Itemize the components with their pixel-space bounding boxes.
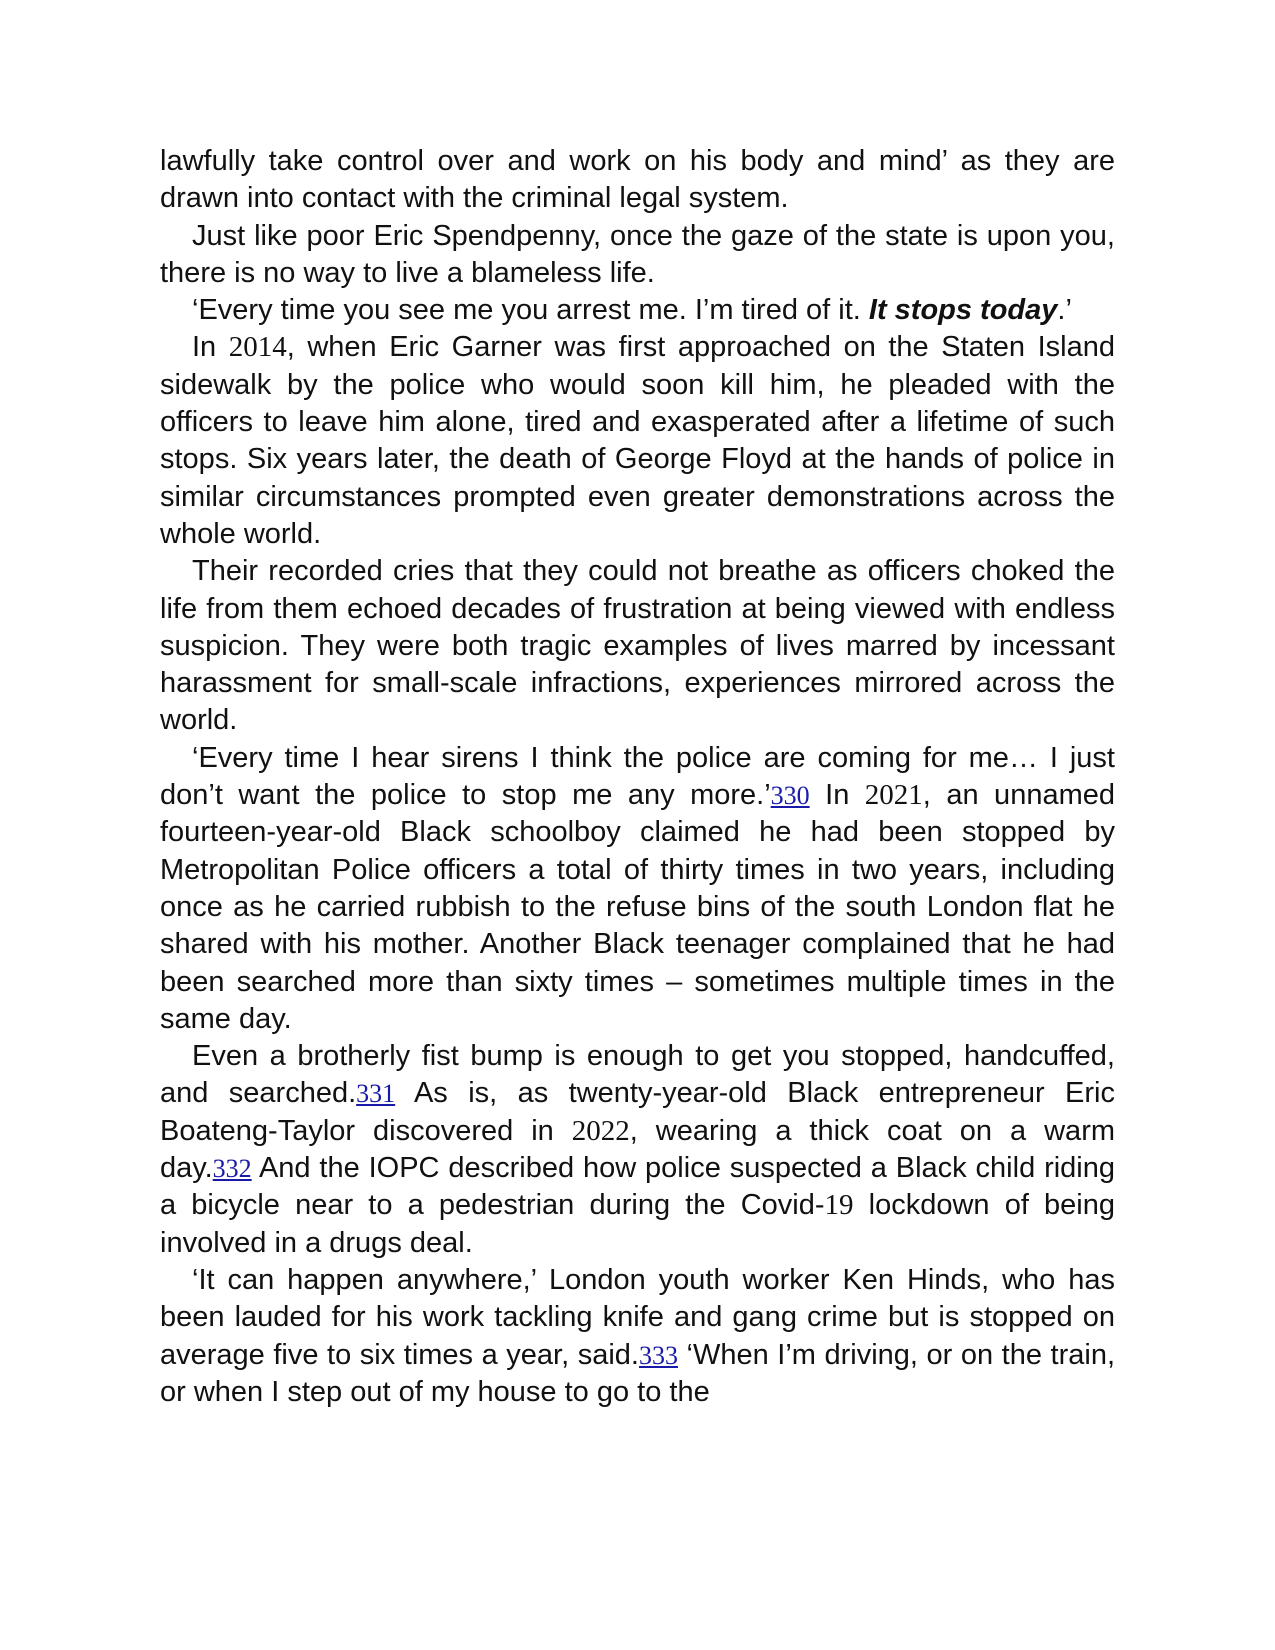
- year-number: 2021: [864, 779, 923, 812]
- paragraph-text: ‘It can happen anywhere,’ London youth worker Ken Hinds, who has been lauded for his work tackling knife and gang crime but is stopped on average five to six times a year, said.: [160, 1263, 1115, 1371]
- paragraph-text: ‘Every time I hear sirens I think the police are coming for me… I just don’t want the police to stop me any more.’: [160, 741, 1115, 812]
- paragraph-2: [160, 218, 1115, 293]
- paragraph-text: ‘Every time you see me you arrest me. I’m tired of it.: [192, 294, 869, 327]
- year-number: 2022: [571, 1114, 630, 1147]
- paragraph-text: In: [809, 779, 865, 812]
- paragraph-text: , when Eric Garner was first approached on the Staten Island sidewalk by the police who would soon kill him, he pleaded with the officers to leave him alone, tired and exasperated after a lifetime of such stops. Six years later, the death of George Floyd at the hands of police in similar circumstances prompted even greater demonstrations across the whole world.: [160, 331, 1115, 550]
- paragraph-text: And the IOPC described how police suspected a Black child riding a bicycle near to a pedestrian during the Covid-: [160, 1152, 1115, 1222]
- year-number: 2014: [228, 331, 287, 364]
- footnote-link-330[interactable]: 330: [770, 781, 810, 811]
- paragraph-text: ‘When I’m driving, or on the train, or when I step out of my house to go to the: [160, 1338, 1115, 1408]
- emphasized-quote: It stops today: [868, 294, 1058, 327]
- paragraph-text: Their recorded cries that they could not breathe as officers choked the life from them echoed decades of frustration at being viewed with endless suspicion. They were both tragic examples of lives marred by incessant harassment for small-scale infractions, experiences mirrored across the world.: [160, 555, 1115, 737]
- footnote-link-331[interactable]: 331: [356, 1079, 396, 1109]
- paragraph-text: .’: [1057, 294, 1072, 327]
- paragraph-4: [160, 329, 1115, 553]
- paragraph-text: , an unnamed fourteen-year-old Black schoolboy claimed he had been stopped by Metropolitan Police officers a total of thirty times in two years, including once as he carried rubbish to the refuse bins of the south London flat he shared with his mother. Another Black teenager complained that he had been searched more than sixty times – sometimes multiple times in the same day.: [160, 779, 1115, 1035]
- covid-number: 19: [824, 1189, 854, 1222]
- paragraph-1: [160, 143, 1115, 218]
- paragraph-6: [160, 740, 1115, 1038]
- paragraph-3: [160, 292, 1115, 329]
- paragraph-text: Just like poor Eric Spendpenny, once the gaze of the state is upon you, there is no way to live a blameless life.: [160, 219, 1115, 289]
- paragraph-8: [160, 1262, 1115, 1411]
- paragraph-text: In: [192, 331, 229, 364]
- footnote-link-333[interactable]: 333: [638, 1340, 678, 1370]
- footnote-link-332[interactable]: 332: [212, 1154, 252, 1184]
- paragraph-5: [160, 553, 1115, 739]
- paragraph-text: lockdown of being involved in a drugs deal.: [160, 1189, 1115, 1259]
- document-page: [160, 143, 1115, 1411]
- paragraph-text: , wearing a thick coat on a warm day.: [160, 1114, 1116, 1185]
- paragraph-text: lawfully take control over and work on his body and mind’ as they are drawn into contact with the criminal legal system.: [160, 145, 1115, 215]
- paragraph-7: [160, 1038, 1115, 1262]
- paragraph-text: As is, as twenty-year-old Black entrepreneur Eric Boateng-Taylor discovered in: [160, 1077, 1115, 1147]
- paragraph-text: Even a brotherly fist bump is enough to get you stopped, handcuffed, and searched.: [160, 1040, 1115, 1110]
